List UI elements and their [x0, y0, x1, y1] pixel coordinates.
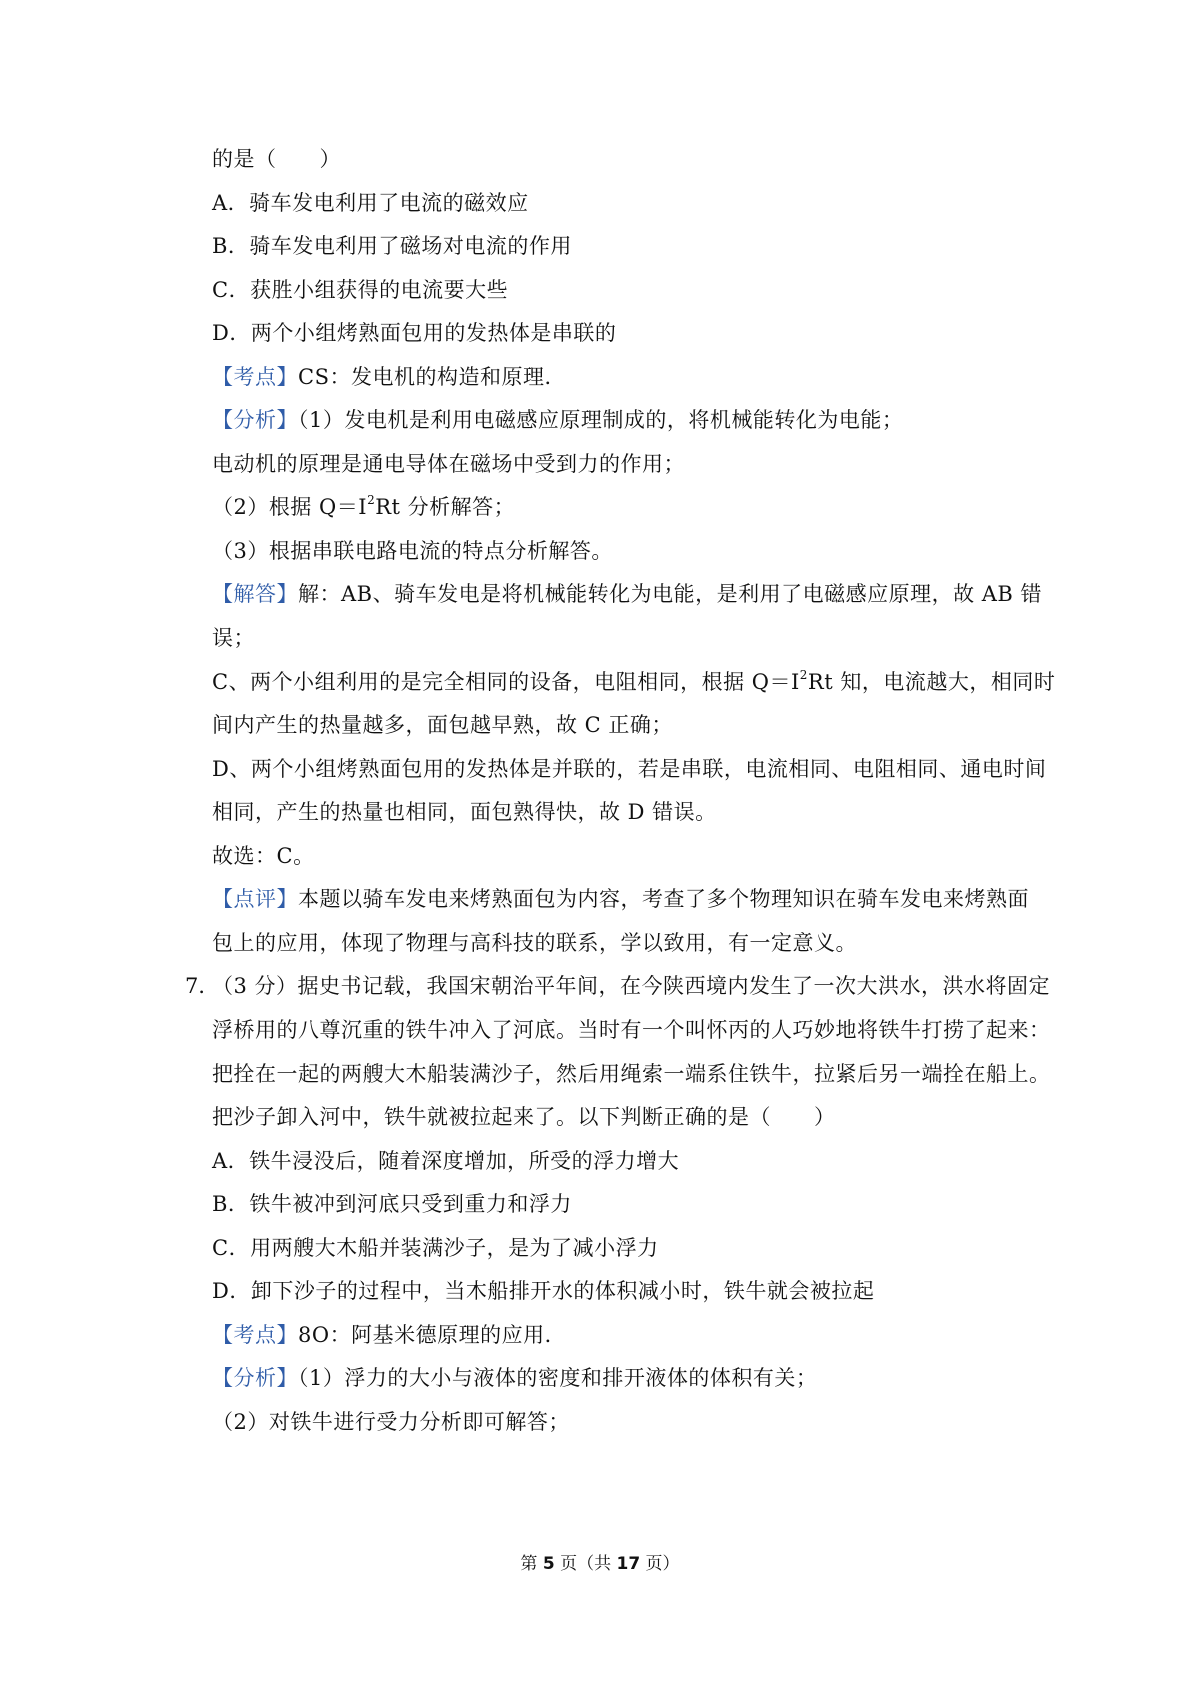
q6-dianping [212, 885, 1029, 913]
q7-stem-line-3: 把拴在一起的两艘大木船装满沙子，然后用绳索一端系住铁牛，拉紧后另一端拴在船上。 [212, 1062, 1051, 1086]
q6-dianping-line-2: 包上的应用，体现了物理与高科技的联系，学以致用，有一定意义。 [212, 931, 857, 955]
q7-number: 7． [185, 974, 220, 998]
footer-pre: 第 [520, 1554, 543, 1574]
jieda-line-1: 解：AB、骑车发电是将机械能转化为电能，是利用了电磁感应原理，故 AB 错 [298, 582, 1043, 606]
footer-post: 页） [640, 1554, 680, 1574]
q6-jieda-line-7: 故选：C。 [212, 844, 315, 868]
q6-fenxi [212, 406, 903, 434]
fenxi-line-1: （1）发电机是利用电磁感应原理制成的，将机械能转化为电能； [298, 408, 904, 432]
q7-kaodian-text: 8O：阿基米德原理的应用． [298, 1323, 567, 1347]
q7-fenxi-line-2: （2）对铁牛进行受力分析即可解答； [212, 1410, 570, 1434]
q7-stem-line-2: 浮桥用的八尊沉重的铁牛冲入了河底。当时有一个叫怀丙的人巧妙地将铁牛打捞了起来： [212, 1018, 1051, 1042]
q6-jieda-line-6: 相同，产生的热量也相同，面包熟得快，故 D 错误。 [212, 800, 717, 824]
formula-post: Rt 分析解答； [375, 495, 516, 519]
q6-jieda [212, 580, 1042, 608]
q7-fenxi-tag: 【分析】 [212, 1366, 298, 1390]
q6-option-a: A．骑车发电利用了电流的磁效应 [212, 191, 529, 215]
kaodian-text: CS：发电机的构造和原理． [298, 365, 566, 389]
dianping-line-1: 本题以骑车发电来烤熟面包为内容，考查了多个物理知识在骑车发电来烤熟面 [298, 887, 1029, 911]
q7-kaodian-tag: 【考点】 [212, 1323, 298, 1347]
q7-option-c: C．用两艘大木船并装满沙子，是为了减小浮力 [212, 1236, 659, 1260]
q7-option-a: A．铁牛浸没后，随着深度增加，所受的浮力增大 [212, 1149, 680, 1173]
jieda-tag: 【解答】 [212, 582, 298, 606]
q7-fenxi [212, 1364, 817, 1392]
formula-pre: （2）根据 Q＝I [212, 495, 368, 519]
q7-option-d: D．卸下沙子的过程中，当木船排开水的体积减小时，铁牛就会被拉起 [212, 1279, 875, 1303]
q6-option-b: B．骑车发电利用了磁场对电流的作用 [212, 234, 572, 258]
q6-fenxi-line-3 [212, 493, 515, 521]
q7-stem-line-4: 把沙子卸入河中，铁牛就被拉起来了。以下判断正确的是（ ） [212, 1105, 836, 1129]
q7-option-b: B．铁牛被冲到河底只受到重力和浮力 [212, 1192, 572, 1216]
q6-kaodian [212, 363, 566, 391]
formula-superscript: 2 [367, 493, 376, 507]
q6-fenxi-line-4: （3）根据串联电路电流的特点分析解答。 [212, 539, 613, 563]
q7-kaodian [212, 1321, 566, 1349]
footer-page-number: 5 [542, 1554, 555, 1574]
kaodian-tag: 【考点】 [212, 365, 298, 389]
page-footer [0, 1552, 1200, 1576]
jieda-formula-post: Rt 知，电流越大，相同时 [807, 670, 1056, 694]
q6-option-c: C．获胜小组获得的电流要大些 [212, 278, 509, 302]
dianping-tag: 【点评】 [212, 887, 298, 911]
jieda-formula-superscript: 2 [799, 668, 808, 682]
q6-jieda-line-4: 间内产生的热量越多，面包越早熟，故 C 正确； [212, 713, 673, 737]
q7-fenxi-line-1: （1）浮力的大小与液体的密度和排开液体的体积有关； [298, 1366, 818, 1390]
q6-jieda-line-5: D、两个小组烤熟面包用的发热体是并联的，若是串联，电流相同、电阻相同、通电时间 [212, 757, 1047, 781]
footer-total-pages: 17 [616, 1554, 641, 1574]
q6-jieda-line-3 [212, 668, 1055, 696]
fenxi-tag: 【分析】 [212, 408, 298, 432]
jieda-formula-pre: C、两个小组利用的是完全相同的设备，电阻相同，根据 Q＝I [212, 670, 800, 694]
q7-stem-line-1: （3 分）据史书记载，我国宋朝治平年间，在今陕西境内发生了一次大洪水，洪水将固定 [212, 974, 1051, 998]
q6-stem-end: 的是（ ） [212, 147, 341, 171]
q6-jieda-line-2: 误； [212, 626, 255, 650]
q6-option-d: D．两个小组烤熟面包用的发热体是串联的 [212, 321, 617, 345]
q6-fenxi-line-2: 电动机的原理是通电导体在磁场中受到力的作用； [212, 452, 685, 476]
footer-mid: 页（共 [554, 1554, 617, 1574]
